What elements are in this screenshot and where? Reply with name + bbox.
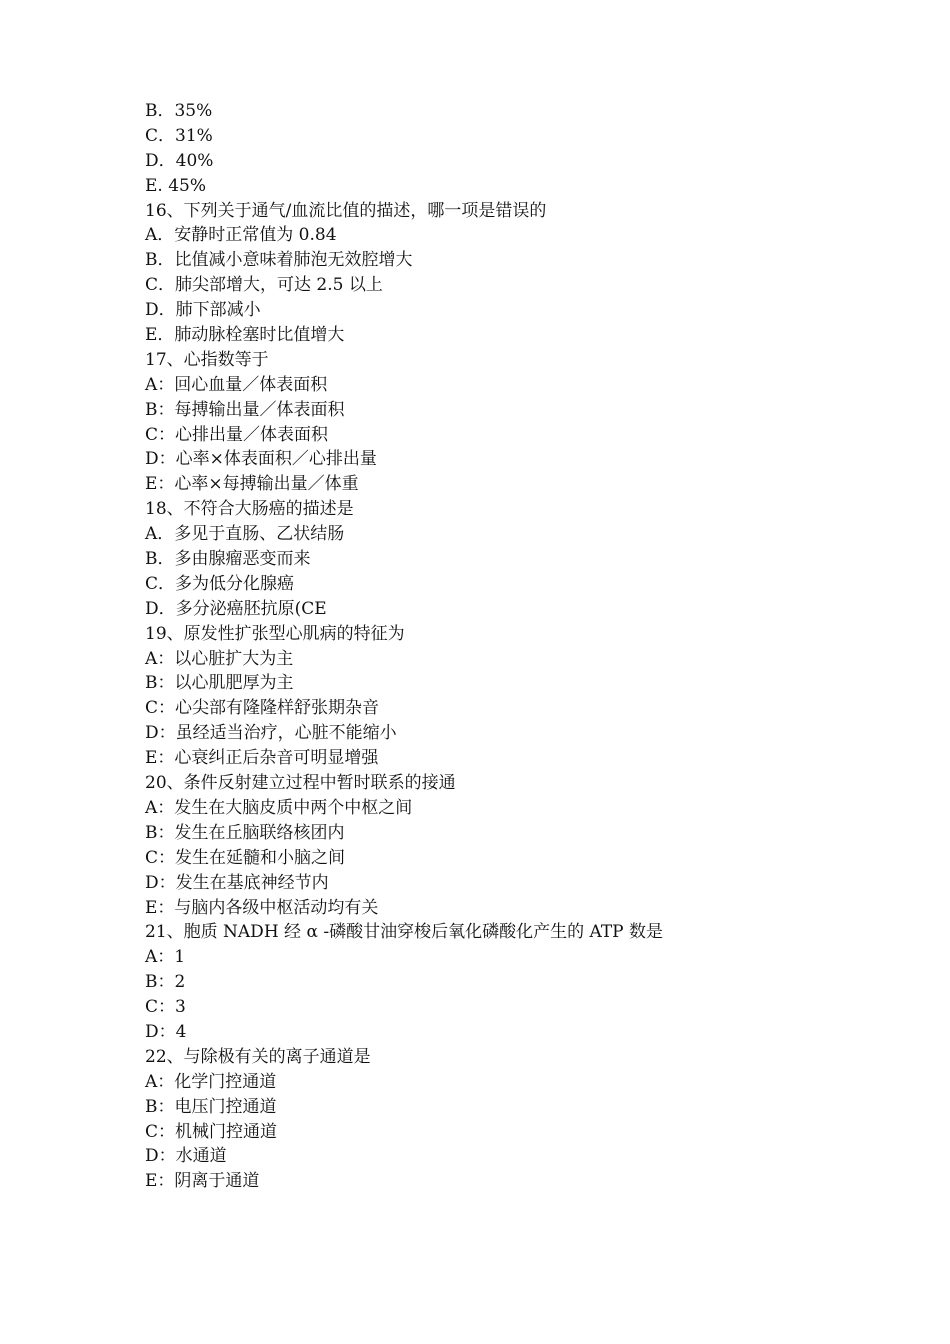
option-line: C：3	[145, 997, 186, 1018]
option-line: E：心率×每搏输出量／体重	[145, 474, 359, 495]
option-line: E：阴离于通道	[145, 1171, 260, 1192]
option-line: D：水通道	[145, 1146, 227, 1167]
question-list	[145, 99, 845, 1194]
option-line: B：每搏输出量／体表面积	[145, 399, 345, 420]
option-line: A．多见于直肠、乙状结肠	[145, 524, 345, 545]
option-line: D：发生在基底神经节内	[145, 872, 329, 893]
option-line: A：以心脏扩大为主	[145, 648, 294, 669]
option-line: B．多由腺瘤恶变而来	[145, 549, 311, 570]
option-line: B．35%	[145, 101, 213, 121]
option-line: A：化学门控通道	[145, 1071, 277, 1092]
option-line: C：心排出量／体表面积	[145, 424, 329, 445]
option-line: D：虽经适当治疗，心脏不能缩小	[145, 723, 397, 744]
question-20: 20、条件反射建立过程中暂时联系的接通	[145, 773, 456, 794]
question-19: 19、原发性扩张型心肌病的特征为	[145, 623, 405, 644]
option-line: B：2	[145, 972, 186, 993]
option-line: E：心衰纠正后杂音可明显增强	[145, 748, 379, 769]
option-line: C：发生在延髓和小脑之间	[145, 847, 346, 868]
option-line: C：机械门控通道	[145, 1121, 278, 1142]
option-line: E. 45%	[145, 175, 207, 196]
question-22: 22、与除极有关的离子通道是	[145, 1046, 371, 1067]
option-line: D：4	[145, 1021, 187, 1042]
option-line: D．多分泌癌胚抗原(CE	[145, 598, 327, 619]
option-line: A．安静时正常值为 0.84	[145, 225, 337, 246]
option-line: E：与脑内各级中枢活动均有关	[145, 897, 379, 918]
option-line: D．肺下部减小	[145, 300, 261, 321]
option-line: D：心率×体表面积／心排出量	[145, 449, 377, 470]
option-line: E．肺动脉栓塞时比值增大	[145, 325, 345, 346]
option-line: A：1	[145, 947, 186, 968]
question-16: 16、下列关于通气/血流比值的描述，哪一项是错误的	[145, 200, 547, 221]
option-line: D．40%	[145, 150, 214, 171]
option-line: B．比值减小意味着肺泡无效腔增大	[145, 250, 413, 271]
option-line: B：电压门控通道	[145, 1096, 277, 1117]
question-21: 21、胞质 NADH 经 α -磷酸甘油穿梭后氧化磷酸化产生的 ATP 数是	[145, 922, 664, 943]
option-line: C．肺尖部增大，可达 2.5 以上	[145, 275, 383, 296]
option-line: A：回心血量／体表面积	[145, 374, 328, 395]
option-line: C．31%	[145, 125, 213, 146]
option-line: C．多为低分化腺癌	[145, 573, 295, 594]
option-line: A：发生在大脑皮质中两个中枢之间	[145, 797, 413, 818]
option-line: B：发生在丘脑联络核团内	[145, 822, 345, 843]
question-18: 18、不符合大肠癌的描述是	[145, 499, 354, 520]
question-17: 17、心指数等于	[145, 349, 269, 370]
option-line: C：心尖部有隆隆样舒张期杂音	[145, 698, 380, 719]
option-line: B：以心肌肥厚为主	[145, 673, 294, 694]
